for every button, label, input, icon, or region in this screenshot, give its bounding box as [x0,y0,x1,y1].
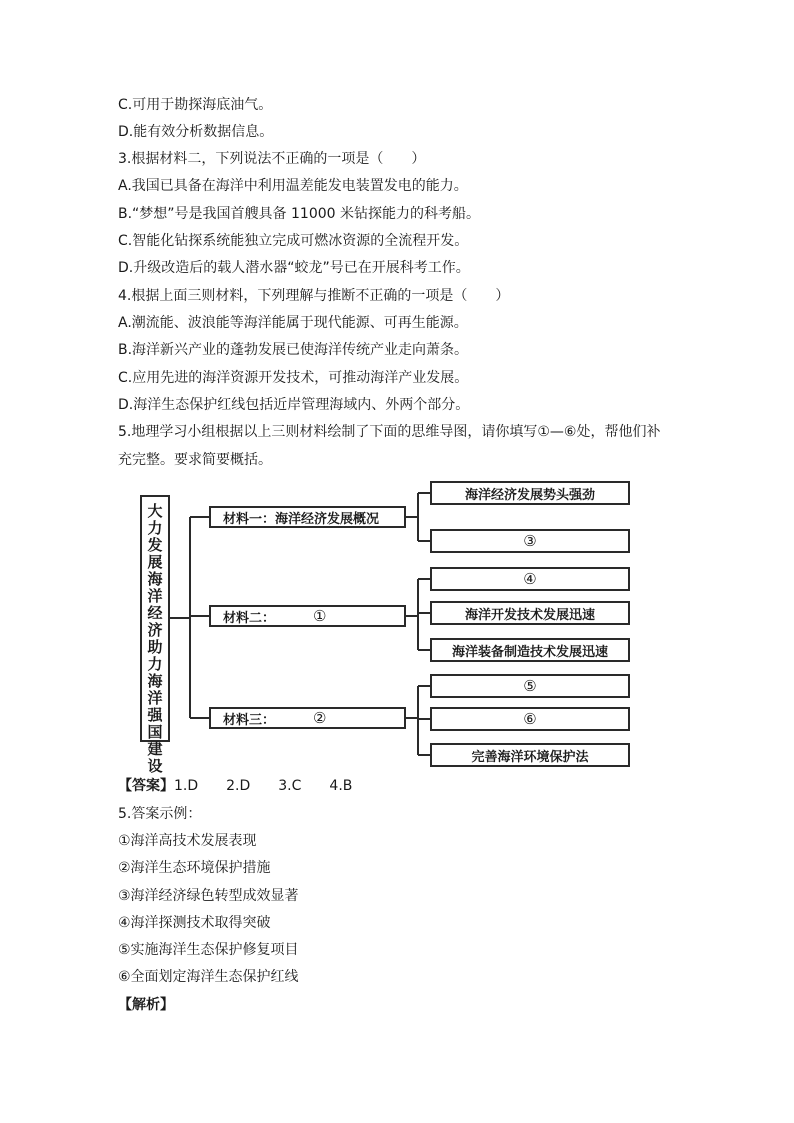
answer-line [118,776,352,796]
blank-2: ② [313,709,327,727]
blank-1: ① [313,607,327,625]
q5-stem-line2: 充完整。要求简要概括。 [118,452,272,468]
q4-option-a: A.潮流能、波浪能等海洋能属于现代能源、可再生能源。 [118,315,468,331]
q3-option-b: B.“梦想”号是我国首艘具备 11000 米钻探能力的科考船。 [118,206,480,222]
q5-stem-line1: 5.地理学习小组根据以上三则材料绘制了下面的思维导图，请你填写①—⑥处，帮他们补 [118,424,661,440]
q4-option-d: D.海洋生态保护红线包括近岸管理海域内、外两个部分。 [118,397,470,413]
answer-q5-intro: 5.答案示例： [118,806,202,822]
answer-item-2: ②海洋生态环境保护措施 [118,860,271,876]
answer-item-4: ④海洋探测技术取得突破 [118,915,271,931]
m1-leaf-growth: 海洋经济发展势头强劲 [430,481,630,505]
mind-map-central-topic: 大 力 发 展 海 洋 经 济 助 力 海 洋 强 国 建 设 [140,495,170,742]
answer-item-3: ③海洋经济绿色转型成效显著 [118,888,299,904]
q3-option-c: C.智能化钻探系统能独立完成可燃冰资源的全流程开发。 [118,233,469,249]
material-1-node: 材料一：海洋经济发展概况 [209,506,406,528]
m2-leaf-dev-tech: 海洋开发技术发展迅速 [430,601,630,625]
q2-option-c: C.可用于勘探海底油气。 [118,97,273,113]
m1-leaf-blank-3: ③ [430,529,630,553]
m3-leaf-blank-6: ⑥ [430,707,630,731]
q4-option-b: B.海洋新兴产业的蓬勃发展已使海洋传统产业走向萧条。 [118,342,469,358]
m2-leaf-blank-4: ④ [430,567,630,591]
material-3-node: 材料三： ② [209,707,406,729]
material-2-node: 材料二： ① [209,605,406,627]
analysis-label: 【解析】 [118,997,174,1013]
m3-leaf-blank-5: ⑤ [430,674,630,698]
q3-option-a: A.我国已具备在海洋中利用温差能发电装置发电的能力。 [118,178,468,194]
m3-leaf-protection-law: 完善海洋环境保护法 [430,743,630,767]
q2-option-d: D.能有效分析数据信息。 [118,124,274,140]
q4-option-c: C.应用先进的海洋资源开发技术，可推动海洋产业发展。 [118,370,469,386]
q3-option-d: D.升级改造后的载人潜水器“蛟龙”号已在开展科考工作。 [118,260,470,276]
answer-item-5: ⑤实施海洋生态保护修复项目 [118,942,299,958]
m2-leaf-equip-tech: 海洋装备制造技术发展迅速 [430,638,630,662]
answer-choices: 1.D 2.D 3.C 4.B [174,778,353,794]
q3-stem: 3.根据材料二，下列说法不正确的一项是（ ） [118,151,426,167]
answer-label: 【答案】 [118,778,174,794]
answer-item-6: ⑥全面划定海洋生态保护红线 [118,969,299,985]
answer-item-1: ①海洋高技术发展表现 [118,833,257,849]
q4-stem: 4.根据上面三则材料，下列理解与推断不正确的一项是（ ） [118,288,510,304]
